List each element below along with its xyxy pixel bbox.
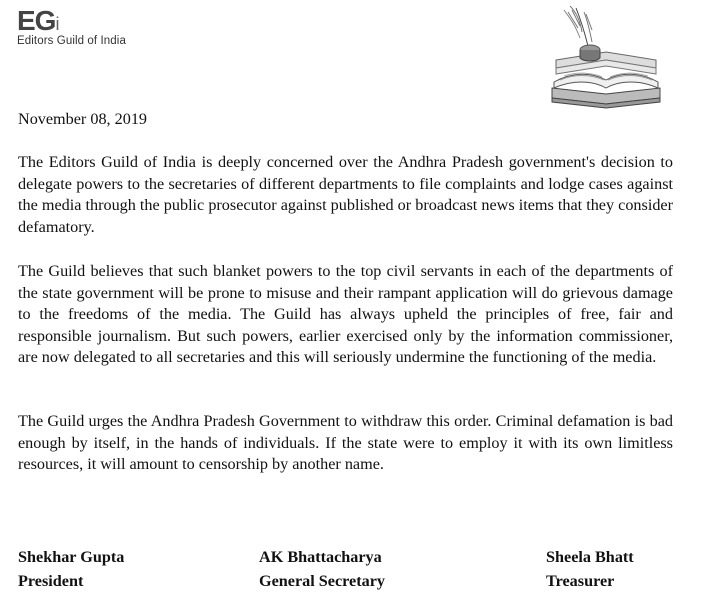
- paragraph-concern: The Editors Guild of India is deeply concerned over the Andhra Pradesh government's decision to delegate powers to the secretaries of different departments to file complaints and lodge cases against the media through the public prosecutor against published or broadcast news items that they consider defamatory.: [18, 153, 673, 236]
- signatory-title: Treasurer: [546, 572, 615, 590]
- signatory-treasurer: [546, 545, 634, 593]
- signatory-title: General Secretary: [259, 572, 385, 590]
- editors-guild-logo: [17, 6, 157, 52]
- logo-mark-small: i: [55, 14, 59, 34]
- signatory-title: President: [18, 572, 84, 590]
- signatory-name: Shekhar Gupta: [18, 548, 125, 566]
- signatory-president: [18, 545, 124, 593]
- logo-mark-letters: EG: [17, 5, 56, 36]
- signatory-name: Sheela Bhatt: [546, 548, 634, 566]
- logo-org-name: Editors Guild of India: [17, 35, 126, 47]
- signatory-general-secretary: [259, 545, 385, 593]
- paragraph-guild-belief: The Guild believes that such blanket powers to the top civil servants in each of the departments of the state government will be prone to misuse and their rampant application will do grievous damage to the freedoms of the media. The Guild has always upheld the principles of free, fair and responsible journalism. But such powers, earlier exercised only by the information commissioner, are now delegated to all secretaries and this will seriously undermine the functioning of the media.: [18, 262, 673, 367]
- paragraph-guild-urges: The Guild urges the Andhra Pradesh Government to withdraw this order. Criminal defamation is bad enough by itself, in the hands of individuals. If the state were to employ it with its own limitless resources, it will amount to censorship by another name.: [18, 412, 673, 474]
- signatory-name: AK Bhattacharya: [259, 548, 382, 566]
- letter-date: November 08, 2019: [18, 110, 148, 128]
- book-quill-icon: [550, 2, 662, 110]
